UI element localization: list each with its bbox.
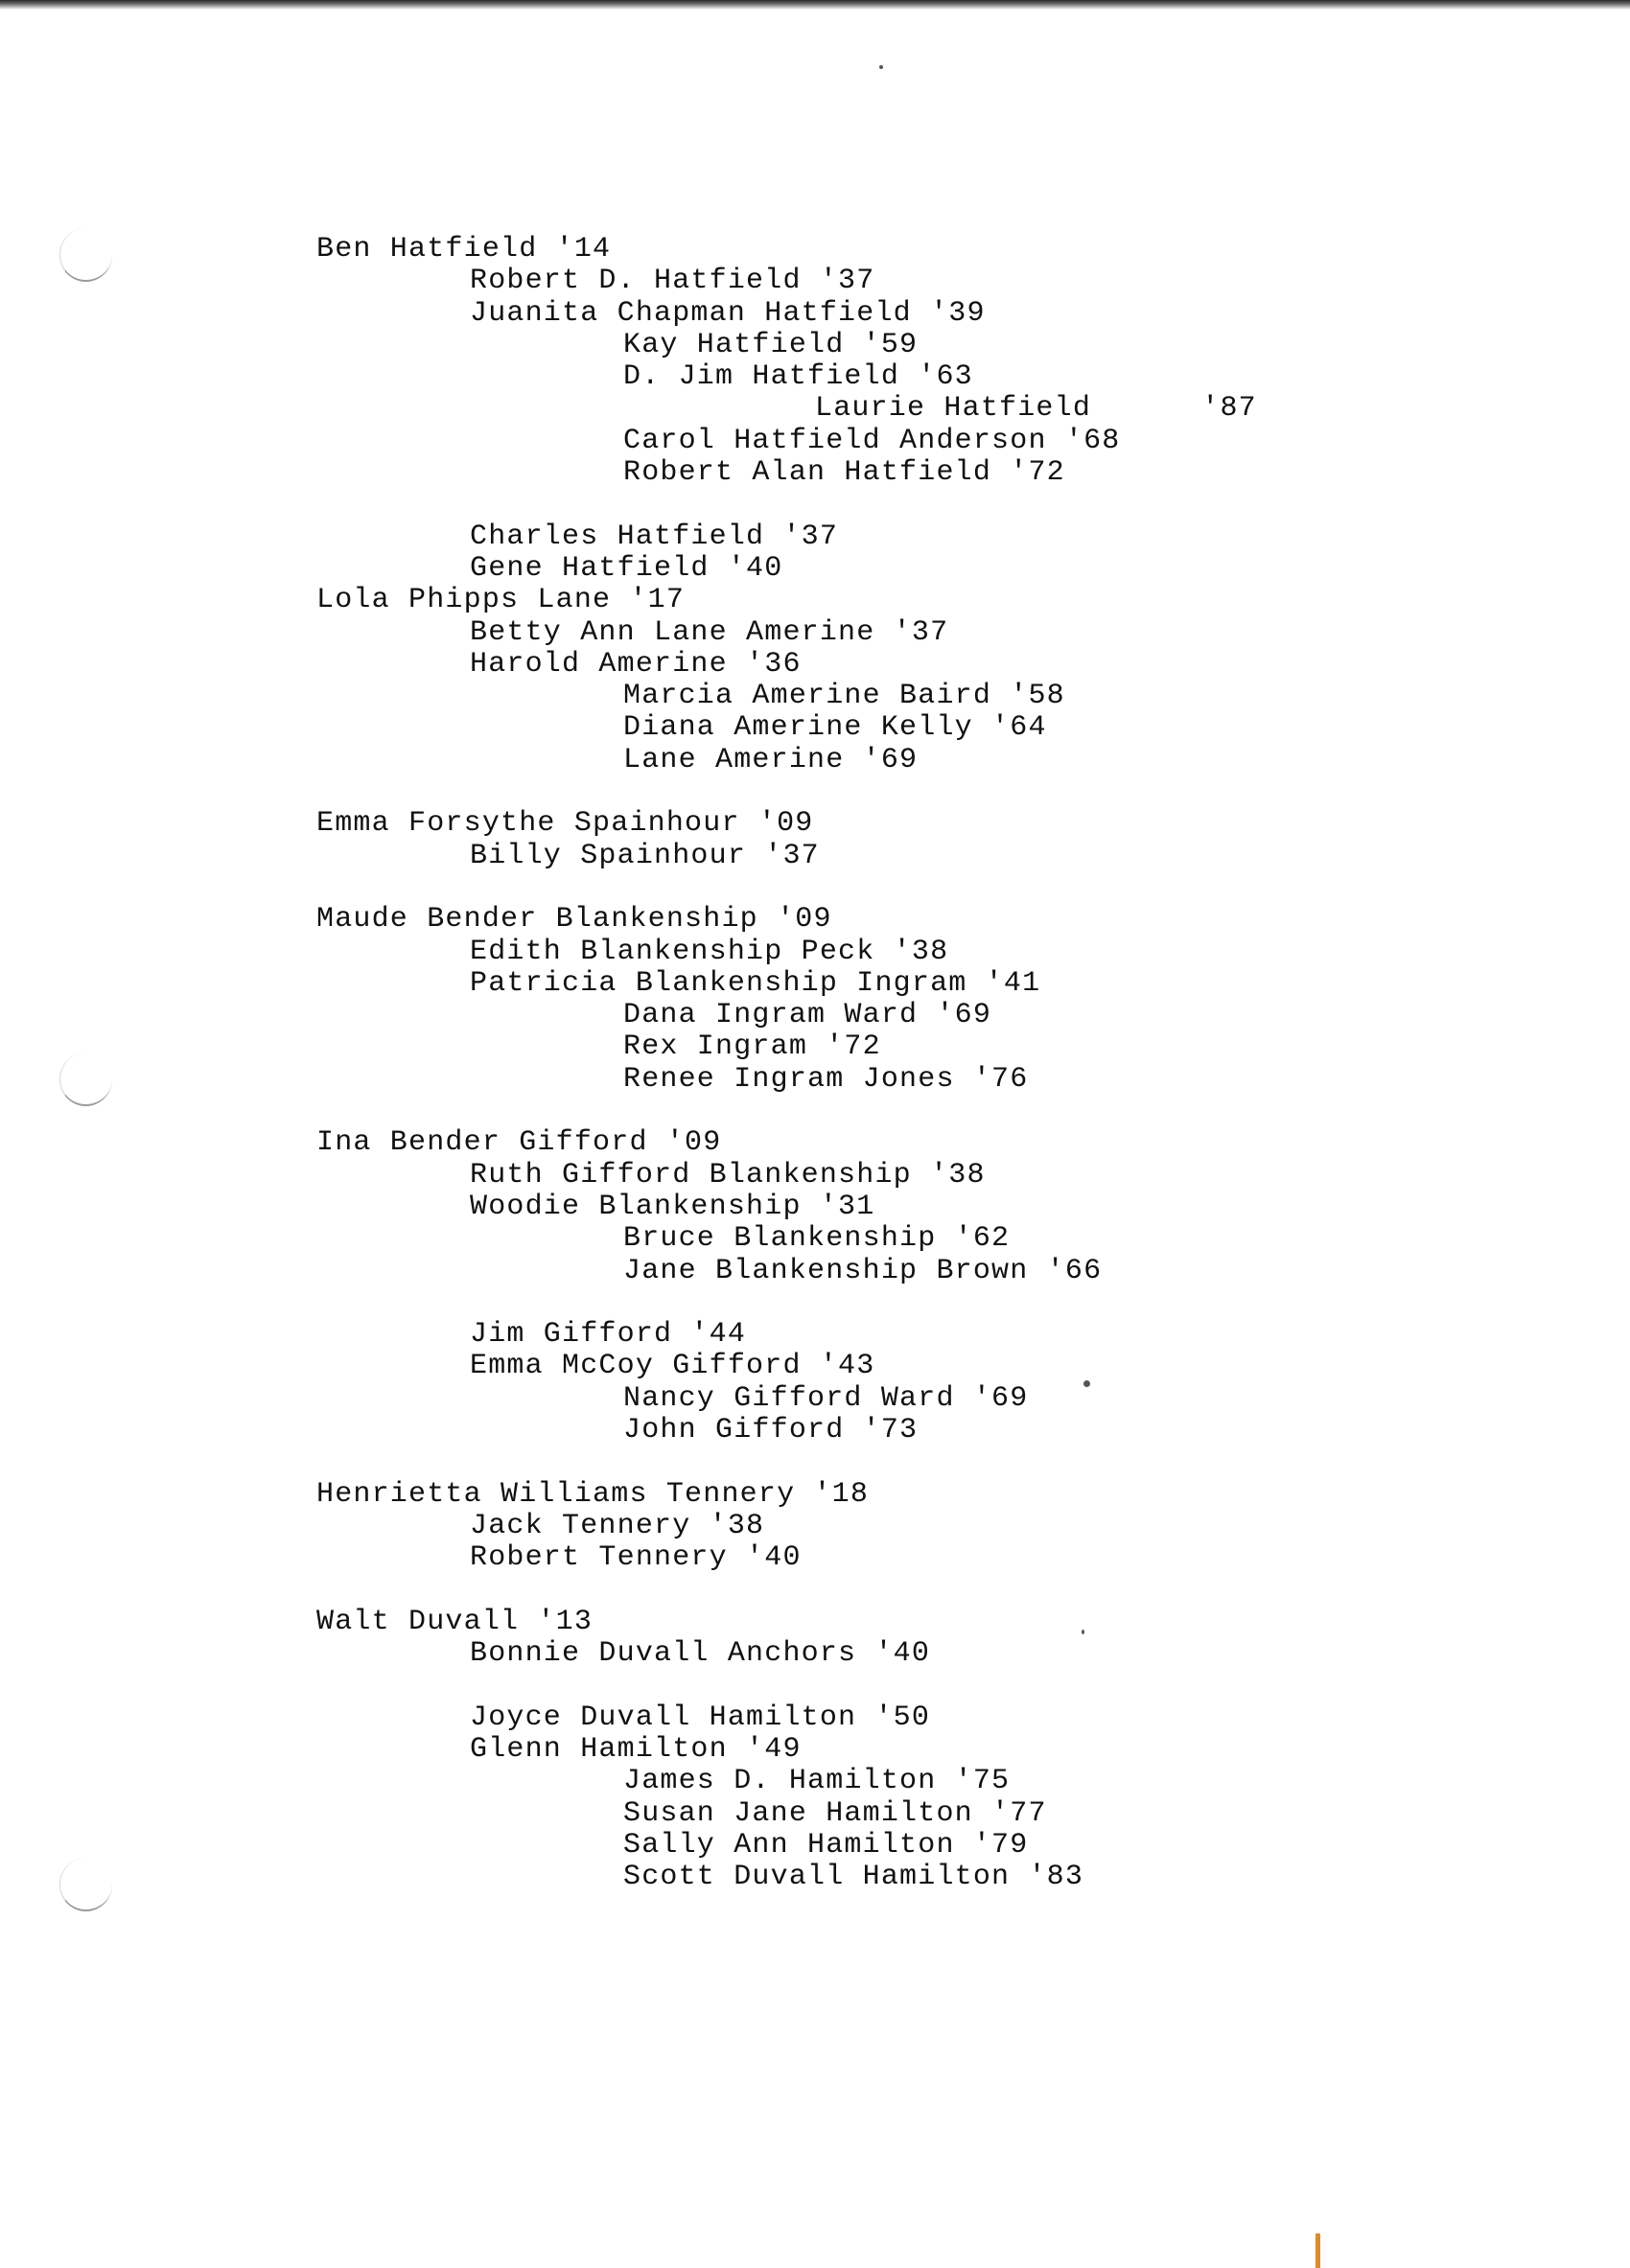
entry-line: Walt Duvall '13 bbox=[316, 1605, 594, 1638]
entry-line: Charles Hatfield '37 bbox=[470, 520, 839, 553]
entry-line: Woodie Blankenship '31 bbox=[470, 1190, 875, 1223]
line-gap bbox=[316, 1670, 1314, 1701]
entry-line: Jim Gifford '44 bbox=[470, 1318, 747, 1352]
entry-line: Diana Amerine Kelly '64 bbox=[623, 711, 1047, 745]
entry-line: Bruce Blankenship '62 bbox=[623, 1222, 1011, 1256]
entry-line: Renee Ingram Jones '76 bbox=[623, 1062, 1029, 1096]
entry-line: Jack Tennery '38 bbox=[470, 1509, 765, 1542]
entry-line: Dana Ingram Ward '69 bbox=[623, 999, 992, 1032]
entry-line: Emma McCoy Gifford '43 bbox=[470, 1350, 875, 1383]
binder-hole-shadow bbox=[59, 228, 112, 282]
line-gap bbox=[316, 1574, 1314, 1606]
entry-line: Carol Hatfield Anderson '68 bbox=[623, 424, 1121, 457]
entry-line: Henrietta Williams Tennery '18 bbox=[316, 1477, 870, 1511]
entry-line: Scott Duvall Hamilton '83 bbox=[623, 1861, 1084, 1894]
line-gap bbox=[316, 1287, 1314, 1319]
line-gap bbox=[316, 776, 1314, 808]
entry-line: Rex Ingram '72 bbox=[623, 1030, 881, 1064]
entry-line: Betty Ann Lane Amerine '37 bbox=[470, 615, 949, 649]
line-gap bbox=[316, 872, 1314, 904]
line-gap bbox=[316, 489, 1314, 521]
entry-line: Nancy Gifford Ward '69 bbox=[623, 1381, 1029, 1415]
entry-line: Patricia Blankenship Ingram '41 bbox=[470, 966, 1041, 1000]
family-list bbox=[316, 234, 1314, 1893]
binder-hole-shadow bbox=[59, 1858, 112, 1911]
entry-line: James D. Hamilton '75 bbox=[623, 1765, 1011, 1798]
entry-line: Jane Blankenship Brown '66 bbox=[623, 1254, 1103, 1287]
entry-line: Emma Forsythe Spainhour '09 bbox=[316, 807, 814, 841]
entry-line: Lane Amerine '69 bbox=[623, 743, 919, 776]
entry-line: Bonnie Duvall Anchors '40 bbox=[470, 1637, 931, 1671]
entry-line: Maude Bender Blankenship '09 bbox=[316, 903, 832, 937]
entry-line: Gene Hatfield '40 bbox=[470, 551, 783, 585]
scan-mark bbox=[1316, 2233, 1320, 2268]
entry-line: Edith Blankenship Peck '38 bbox=[470, 935, 949, 968]
entry-line: Laurie Hatfield '87 bbox=[815, 392, 1257, 426]
entry-line: Robert Tennery '40 bbox=[470, 1541, 802, 1575]
entry-line: Robert Alan Hatfield '72 bbox=[623, 456, 1065, 490]
entry-line: Juanita Chapman Hatfield '39 bbox=[470, 296, 986, 330]
entry-line: Kay Hatfield '59 bbox=[623, 328, 919, 361]
line-gap bbox=[316, 1096, 1314, 1127]
entry-line: Billy Spainhour '37 bbox=[470, 839, 820, 872]
entry-line: Ruth Gifford Blankenship '38 bbox=[470, 1158, 986, 1192]
entry-line: Marcia Amerine Baird '58 bbox=[623, 680, 1065, 713]
entry-line: Lola Phipps Lane '17 bbox=[316, 584, 686, 617]
entry-line: Harold Amerine '36 bbox=[470, 647, 802, 681]
entry-line: Robert D. Hatfield '37 bbox=[470, 265, 875, 298]
entry-line: Sally Ann Hamilton '79 bbox=[623, 1828, 1029, 1862]
entry-line: Ben Hatfield '14 bbox=[316, 233, 612, 266]
entry-line: John Gifford '73 bbox=[623, 1413, 919, 1446]
entry-line: Glenn Hamilton '49 bbox=[470, 1732, 802, 1766]
entry-line: Susan Jane Hamilton '77 bbox=[623, 1796, 1047, 1830]
entry-line: Joyce Duvall Hamilton '50 bbox=[470, 1701, 931, 1734]
scan-top-edge bbox=[0, 0, 1630, 10]
binder-hole-shadow bbox=[59, 1053, 112, 1106]
entry-line: D. Jim Hatfield '63 bbox=[623, 360, 973, 394]
line-gap bbox=[316, 1446, 1314, 1478]
entry-line: Ina Bender Gifford '09 bbox=[316, 1126, 722, 1160]
